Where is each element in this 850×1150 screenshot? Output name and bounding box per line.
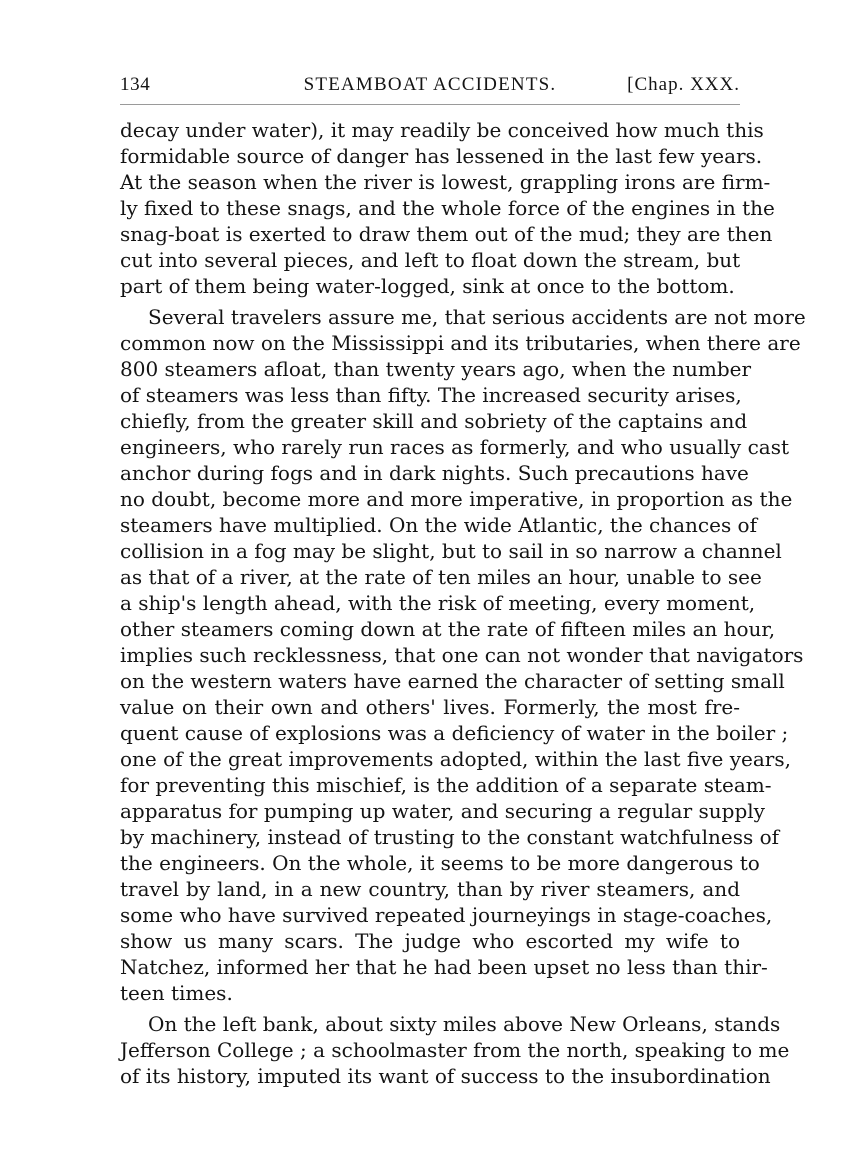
- paragraph: [120, 1011, 790, 1089]
- text-line: steamers have multiplied. On the wide Atlantic, the chances of: [120, 513, 758, 537]
- text-line: one of the great improvements adopted, within the last five years,: [120, 747, 791, 771]
- running-head: [120, 74, 740, 100]
- text-line: other steamers coming down at the rate of fifteen miles an hour,: [120, 617, 776, 641]
- text-line: chiefly, from the greater skill and sobriety of the captains and: [120, 409, 748, 433]
- text-line: Jefferson College ; a schoolmaster from the north, speaking to me: [120, 1038, 790, 1062]
- text-line: anchor during fogs and in dark nights. Such precautions have: [120, 461, 749, 485]
- text-line: common now on the Mississippi and its tributaries, when there are: [120, 331, 801, 355]
- header-rule: [120, 104, 740, 105]
- text-line: travel by land, in a new country, than by river steamers, and: [120, 877, 740, 901]
- text-line: ly fixed to these snags, and the whole force of the engines in the: [120, 196, 775, 220]
- text-line: Several travelers assure me, that serious accidents are not more: [148, 305, 806, 329]
- paragraph: [120, 117, 775, 299]
- text-line: on the western waters have earned the character of setting small: [120, 669, 785, 693]
- text-line: collision in a fog may be slight, but to sail in so narrow a channel: [120, 539, 782, 563]
- text-line: On the left bank, about sixty miles above New Orleans, stands: [148, 1012, 781, 1036]
- text-line: for preventing this mischief, is the addition of a separate steam-: [120, 773, 772, 797]
- text-line: teen times.: [120, 981, 233, 1005]
- text-line: engineers, who rarely run races as formerly, and who usually cast: [120, 435, 790, 459]
- text-line: no doubt, become more and more imperative, in proportion as the: [120, 487, 793, 511]
- text-line: At the season when the river is lowest, grappling irons are firm-: [120, 170, 771, 194]
- text-line: apparatus for pumping up water, and securing a regular supply: [120, 799, 765, 823]
- text-line: Natchez, informed her that he had been upset no less than thir-: [120, 955, 768, 979]
- text-line: snag-boat is exerted to draw them out of the mud; they are then: [120, 222, 773, 246]
- text-line: some who have survived repeated journeyings in stage-coaches,: [120, 903, 773, 927]
- text-line: formidable source of danger has lessened in the last few years.: [120, 144, 763, 168]
- text-line: part of them being water-logged, sink at once to the bottom.: [120, 274, 735, 298]
- text-line: quent cause of explosions was a deficiency of water in the boiler ;: [120, 721, 789, 745]
- text-line: the engineers. On the whole, it seems to be more dangerous to: [120, 851, 760, 875]
- chapter-reference: [Chap. XXX.: [627, 74, 740, 95]
- text-line: value on their own and others' lives. Formerly, the most fre-: [120, 695, 740, 719]
- body-text: [120, 117, 806, 1089]
- page-number: 134: [120, 74, 151, 95]
- text-line: implies such recklessness, that one can not wonder that navigators: [120, 643, 804, 667]
- paragraph: [120, 304, 806, 1006]
- text-line: decay under water), it may readily be conceived how much this: [120, 118, 764, 142]
- text-line: a ship's length ahead, with the risk of meeting, every moment,: [120, 591, 756, 615]
- text-line: cut into several pieces, and left to float down the stream, but: [120, 248, 741, 272]
- text-line: as that of a river, at the rate of ten miles an hour, unable to see: [120, 565, 762, 589]
- text-line: show us many scars. The judge who escorted my wife to: [120, 929, 740, 953]
- text-line: by machinery, instead of trusting to the constant watchfulness of: [120, 825, 780, 849]
- running-title: STEAMBOAT ACCIDENTS.: [303, 74, 557, 95]
- text-line: of steamers was less than fifty. The increased security arises,: [120, 383, 742, 407]
- text-line: of its history, imputed its want of success to the insubordination: [120, 1064, 771, 1088]
- text-line: 800 steamers afloat, than twenty years ago, when the number: [120, 357, 752, 381]
